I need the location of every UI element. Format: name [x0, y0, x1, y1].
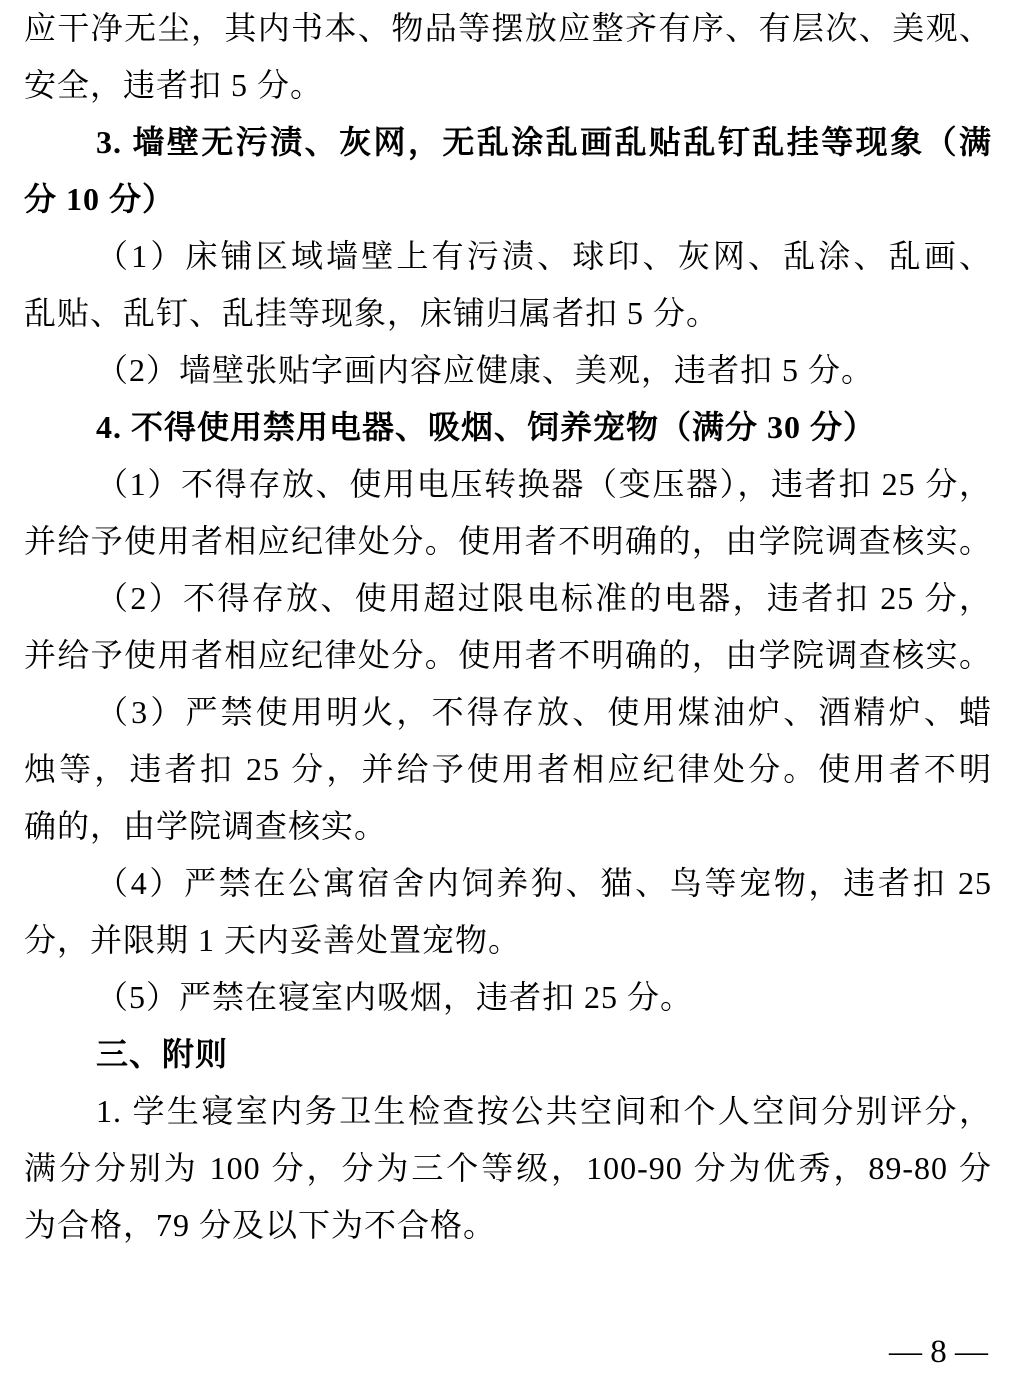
- text-line: （2）不得存放、使用超过限电标准的电器，违者扣 25 分，: [96, 580, 992, 616]
- text-line: 安全，违者扣 5 分。: [24, 67, 324, 103]
- text-line: 烛等，违者扣 25 分，并给予使用者相应纪律处分。使用者不明: [24, 751, 992, 787]
- text-line: 满分分别为 100 分，分为三个等级，100-90 分为优秀，89-80 分: [24, 1150, 992, 1186]
- text-line: 并给予使用者相应纪律处分。使用者不明确的，由学院调查核实。: [24, 637, 992, 673]
- text-line: 应干净无尘，其内书本、物品等摆放应整齐有序、有层次、美观、: [24, 10, 992, 46]
- text-line: 1. 学生寝室内务卫生检查按公共空间和个人空间分别评分，: [96, 1093, 992, 1129]
- text-line: （5）严禁在寝室内吸烟，违者扣 25 分。: [96, 979, 694, 1015]
- text-line: （3）严禁使用明火，不得存放、使用煤油炉、酒精炉、蜡: [96, 694, 992, 730]
- section-heading-appendix: 三、附则: [96, 1036, 229, 1072]
- text-line: （2）墙壁张贴字画内容应健康、美观，违者扣 5 分。: [96, 352, 875, 388]
- text-line: （4）严禁在公寓宿舍内饲养狗、猫、鸟等宠物，违者扣 25: [96, 865, 992, 901]
- text-line: 分，并限期 1 天内妥善处置宠物。: [24, 922, 522, 958]
- section-heading-3-cont: 分 10 分）: [24, 181, 176, 217]
- text-line: （1）不得存放、使用电压转换器（变压器），违者扣 25 分，: [96, 466, 992, 502]
- text-line: 为合格，79 分及以下为不合格。: [24, 1207, 497, 1243]
- text-line: 乱贴、乱钉、乱挂等现象，床铺归属者扣 5 分。: [24, 295, 720, 331]
- page-footer: [889, 1332, 988, 1372]
- text-line: 并给予使用者相应纪律处分。使用者不明确的，由学院调查核实。: [24, 523, 992, 559]
- section-heading-4: 4. 不得使用禁用电器、吸烟、饲养宠物（满分 30 分）: [96, 409, 877, 445]
- section-heading-3: 3. 墙壁无污渍、灰网，无乱涂乱画乱贴乱钉乱挂等现象（满: [96, 124, 992, 160]
- text-line: （1）床铺区域墙壁上有污渍、球印、灰网、乱涂、乱画、: [96, 238, 992, 274]
- page-number: — 8 —: [889, 1334, 988, 1370]
- document-body: [24, 0, 992, 1254]
- text-line: 确的，由学院调查核实。: [24, 808, 388, 844]
